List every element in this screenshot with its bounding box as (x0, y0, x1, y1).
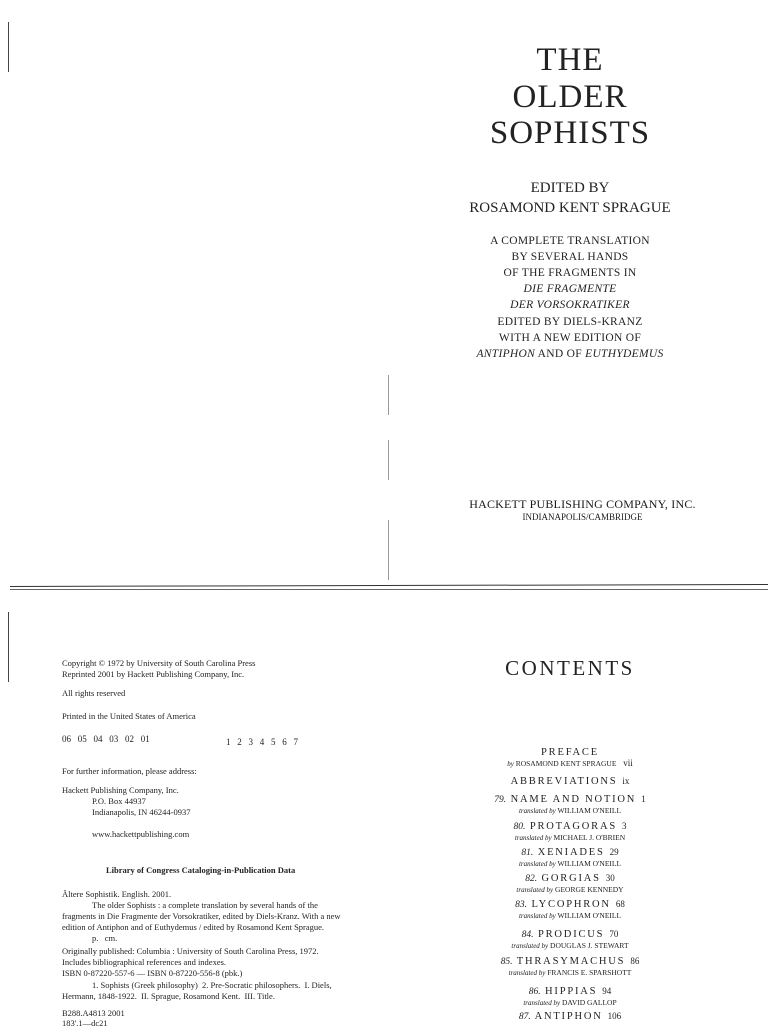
info-line: For further information, please address: (62, 766, 197, 776)
contents-entry (445, 898, 695, 921)
contents-entry (445, 955, 695, 978)
edited-by-label: EDITED BY (530, 180, 610, 196)
entry-page: 70 (609, 929, 619, 939)
entry-byline (445, 911, 695, 921)
gutter-mark (388, 440, 389, 480)
description-line: A COMPLETE TRANSLATION (490, 235, 650, 247)
entry-byline (445, 998, 695, 1008)
cip-line: 183'.1—dc21 (62, 1018, 108, 1028)
gutter-mark (388, 375, 389, 415)
entry-title-row (445, 872, 695, 885)
entry-title: THRASYMACHUS (516, 956, 626, 967)
book-title-line: THE (536, 42, 604, 78)
contents-heading: CONTENTS (505, 656, 635, 680)
entry-title: PRODICUS (537, 929, 605, 940)
description-line: WITH A NEW EDITION OF (498, 332, 642, 344)
contents-entry (445, 793, 695, 816)
contents-entry (445, 820, 695, 843)
entry-number: 83. (515, 900, 528, 910)
cip-line: Includes bibliographical references and indexes. (62, 957, 227, 967)
byline-page: vii (623, 758, 633, 768)
editor-name: ROSAMOND KENT SPRAGUE (469, 200, 671, 216)
entry-byline (445, 941, 695, 951)
entry-page: 106 (607, 1011, 622, 1021)
byline-label: translated by (518, 860, 556, 868)
entry-number: 86. (528, 987, 541, 997)
entry-page: 3 (622, 821, 627, 831)
description-line: DIE FRAGMENTE (523, 283, 617, 295)
entry-title: ABBREVIATIONS (510, 776, 618, 787)
cip-heading: Library of Congress Cataloging-in-Publication Data (106, 865, 296, 875)
cip-line: p. cm. (92, 933, 118, 943)
byline-name: WILLIAM O'NEILL (557, 806, 622, 815)
entry-title: LYCOPHRON (531, 899, 611, 910)
book-title-line: OLDER (512, 79, 628, 115)
byline-name: FRANCIS E. SPARSHOTT (547, 968, 632, 977)
byline-name: ROSAMOND KENT SPRAGUE (515, 759, 617, 768)
entry-title: HIPPIAS (545, 986, 598, 997)
cip-line: Hermann, 1848-1922. II. Sprague, Rosamond Kent. III. Title. (62, 991, 275, 1001)
entry-number: 87. (518, 1012, 531, 1022)
entry-number: 81. (521, 848, 534, 858)
entry-title-row (445, 955, 695, 968)
antiphon-text: ANTIPHON (476, 348, 536, 360)
page-divider (10, 589, 768, 590)
contents-entry (445, 985, 695, 1008)
cip-line: The older Sophists : a complete translation by several hands of the (92, 900, 318, 910)
rights-line: All rights reserved (62, 688, 126, 698)
entry-byline (445, 806, 695, 816)
entry-title: PREFACE (541, 747, 599, 758)
gutter-mark (388, 520, 389, 580)
cip-line: Originally published: Columbia : University of South Carolina Press, 1972. (62, 946, 319, 956)
entry-title: GORGIAS (541, 873, 601, 884)
byline-name: MICHAEL J. O'BRIEN (553, 833, 626, 842)
description-line: OF THE FRAGMENTS IN (503, 267, 637, 279)
page-edge-mark (8, 22, 9, 72)
entry-page: 68 (615, 899, 625, 909)
entry-page: 29 (609, 847, 619, 857)
cip-line: 1. Sophists (Greek philosophy) 2. Pre-Socratic philosophers. I. Diels, (92, 980, 332, 990)
page-edge-mark (8, 612, 9, 682)
description-line: DER VORSOKRATIKER (510, 299, 630, 311)
description-line: EDITED BY DIELS-KRANZ (497, 316, 643, 328)
entry-number: 84. (521, 930, 534, 940)
byline-name: DOUGLAS J. STEWART (550, 941, 629, 950)
entry-page: 1 (641, 794, 646, 804)
cip-line: edition of Antiphon and of Euthydemus / edited by Rosamond Kent Sprague. (62, 922, 325, 932)
byline-label: translated by (516, 886, 554, 894)
publisher-address-city: Indianapolis, IN 46244-0937 (92, 807, 191, 817)
byline-label: translated by (508, 969, 546, 977)
contents-entry (445, 747, 695, 769)
publisher-city: INDIANAPOLIS/CAMBRIDGE (522, 512, 643, 522)
entry-title-row (445, 898, 695, 911)
copyright-line: Copyright © 1972 by University of South Carolina Press (62, 658, 256, 668)
publisher-website: www.hackettpublishing.com (92, 829, 190, 839)
entry-title-row (445, 775, 695, 788)
byline-label: translated by (511, 942, 549, 950)
entry-number: 79. (494, 795, 507, 805)
byline-name: WILLIAM O'NEILL (557, 911, 622, 920)
contents-entry (445, 872, 695, 895)
contents-entry (445, 846, 695, 869)
entry-title-row (445, 1010, 695, 1023)
contents-entry (445, 1010, 695, 1023)
entry-number: 82. (525, 874, 538, 884)
and-of-text: AND OF (535, 348, 586, 360)
euthydemus-text: EUTHYDEMUS (585, 348, 664, 360)
entry-byline (445, 885, 695, 895)
byline-name: DAVID GALLOP (561, 998, 617, 1007)
entry-byline (445, 859, 695, 869)
byline-name: GEORGE KENNEDY (555, 885, 624, 894)
entry-page: 30 (605, 873, 615, 883)
byline-label: translated by (514, 834, 552, 842)
entry-title-row (445, 928, 695, 941)
entry-number: 85. (500, 957, 513, 967)
entry-title: PROTAGORAS (529, 821, 617, 832)
cip-line: fragments in Die Fragmente der Vorsokratiker, edited by Diels-Kranz. With a new (62, 911, 341, 921)
entry-title-row (445, 846, 695, 859)
publisher-name: HACKETT PUBLISHING COMPANY, INC. (469, 497, 696, 511)
printing-sequence: 1 2 3 4 5 6 7 (226, 737, 298, 747)
byline-label: translated by (523, 999, 561, 1007)
description-line: BY SEVERAL HANDS (511, 251, 629, 263)
cip-line: ISBN 0-87220-557-6 — ISBN 0-87220-556-8 (pbk.) (62, 968, 243, 978)
book-title-line: SOPHISTS (489, 115, 651, 151)
entry-page: 86 (630, 956, 640, 966)
entry-title-row (445, 820, 695, 833)
contents-entry (445, 928, 695, 951)
entry-title-row (445, 985, 695, 998)
cip-line: Ältere Sophistik. English. 2001. (62, 889, 172, 899)
byline-label: by (507, 760, 514, 768)
entry-title: XENIADES (537, 847, 605, 858)
byline-name: WILLIAM O'NEILL (557, 859, 622, 868)
entry-title: NAME AND NOTION (510, 794, 637, 805)
entry-byline (445, 833, 695, 843)
entry-page: 94 (602, 986, 612, 996)
page-divider (10, 584, 768, 587)
description-line (440, 348, 700, 360)
publisher-address-box: P.O. Box 44937 (92, 796, 146, 806)
byline-label: translated by (518, 912, 556, 920)
printed-line: Printed in the United States of America (62, 711, 196, 721)
entry-title-row (445, 793, 695, 806)
entry-title: ANTIPHON (534, 1011, 603, 1022)
byline-label: translated by (518, 807, 556, 815)
contents-entry (445, 775, 695, 788)
reprint-line: Reprinted 2001 by Hackett Publishing Company, Inc. (62, 669, 245, 679)
entry-byline (445, 759, 695, 769)
entry-page: ix (622, 776, 630, 786)
entry-byline (445, 968, 695, 978)
publisher-address-name: Hackett Publishing Company, Inc. (62, 785, 179, 795)
cip-line: B288.A4813 2001 (62, 1008, 125, 1018)
entry-number: 80. (513, 822, 526, 832)
year-sequence: 06 05 04 03 02 01 (62, 734, 150, 744)
